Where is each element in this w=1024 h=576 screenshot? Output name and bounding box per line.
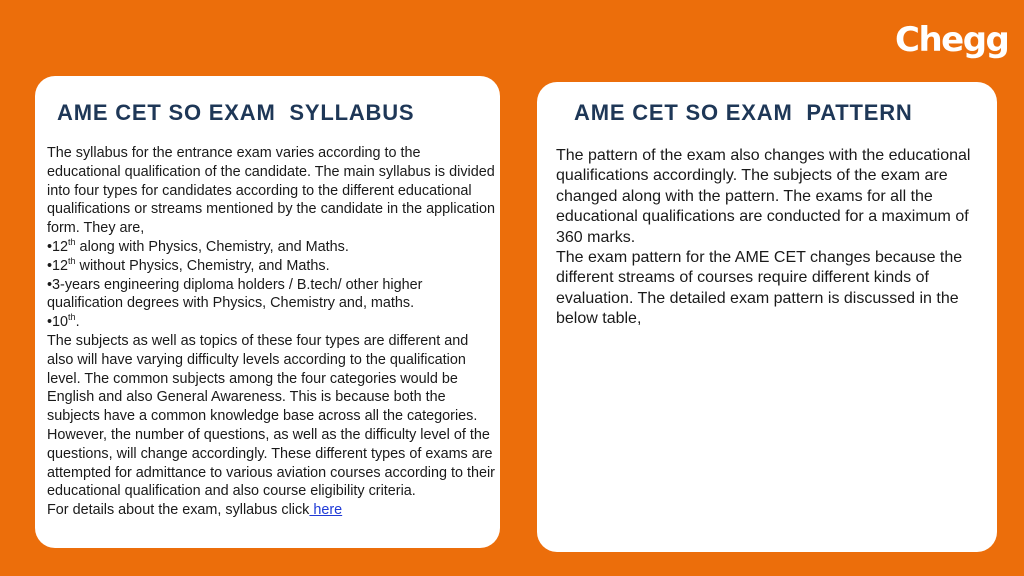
pattern-card <box>537 82 997 552</box>
bullet-text: •3-years engineering diploma holders / B.tech/ other higher qualification degrees with Physics, Chemistry and, maths. <box>47 276 423 312</box>
bullet-superscript: th <box>68 237 76 248</box>
details-text: For details about the exam, syllabus click <box>47 502 310 519</box>
syllabus-card <box>35 76 500 548</box>
bullet-item <box>47 257 497 276</box>
bullet-superscript: th <box>68 312 76 323</box>
bullet-item <box>47 313 497 332</box>
pattern-paragraph: The pattern of the exam also changes with the educational qualifications accordingly. The subjects of the exam are changed along with the pattern. The exams for all the educational qualifications are conducted for a maximum of 360 marks. <box>556 147 971 246</box>
pattern-paragraph: The exam pattern for the AME CET changes because the different streams of courses require different kinds of evaluation. The detailed exam pattern is discussed in the below table, <box>556 249 963 328</box>
bullet-text: without Physics, Chemistry, and Maths. <box>75 257 330 274</box>
pattern-body <box>556 146 986 330</box>
bullet-text: •10 <box>47 314 69 331</box>
bullet-item <box>47 238 497 257</box>
bullet-superscript: th <box>68 255 76 266</box>
syllabus-intro: The syllabus for the entrance exam varies according to the educational qualification of the candidate. The main syllabus is divided into four types for candidates according to the different educational qualifications or streams mentioned by the candidate in the application form. They are, <box>47 145 495 237</box>
bullet-text: •12 <box>47 257 69 274</box>
syllabus-body <box>47 144 497 520</box>
syllabus-title: AME CET SO EXAM SYLLABUS <box>57 100 415 125</box>
chegg-logo: Chegg <box>895 20 1009 60</box>
bullet-text: . <box>75 314 80 331</box>
syllabus-paragraph: The subjects as well as topics of these four types are different and also will have varying difficulty levels according to the qualification level. The common subjects among the four categories would be English and also General Awareness. This is because both the subjects have a common knowledge base across all the categories. However, the number of questions, as well as the difficulty level of the questions, will change accordingly. These different types of exams are attempted for admittance to various aviation courses according to their educational qualification and also course eligibility criteria. <box>47 332 495 500</box>
bullet-text: along with Physics, Chemistry, and Maths. <box>75 238 349 255</box>
bullet-item <box>47 276 497 314</box>
syllabus-here-link[interactable]: here <box>309 502 343 519</box>
bullet-text: •12 <box>47 238 69 255</box>
pattern-title: AME CET SO EXAM PATTERN <box>574 100 913 125</box>
details-line <box>47 501 497 520</box>
